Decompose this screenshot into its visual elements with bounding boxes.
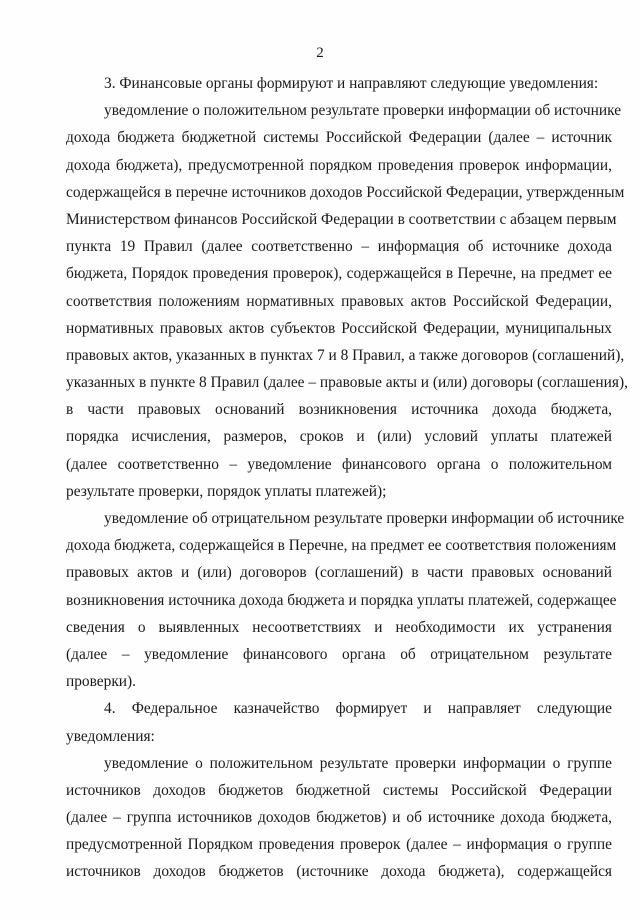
text-line: источников доходов бюджетов бюджетной системы Российской Федерации	[66, 781, 612, 799]
text-line: сведения о выявленных несоответствиях и необходимости их устранения	[66, 618, 612, 636]
text-line: 3. Финансовые органы формируют и направляют следующие уведомления:	[104, 75, 599, 92]
text-line: (далее – группа источников доходов бюджетов) и об источнике дохода бюджета,	[66, 809, 612, 827]
text-line: бюджета, Порядок проведения проверок), содержащейся в Перечне, на предмет ее	[66, 265, 612, 283]
text-line: источников доходов бюджетов (источнике дохода бюджета), содержащейся	[66, 863, 612, 881]
paragraph	[66, 97, 628, 505]
text-line: возникновения источника дохода бюджета и порядка уплаты платежей, содержащее	[66, 591, 617, 609]
text-line: в части правовых оснований возникновения источника дохода бюджета,	[66, 401, 612, 419]
text-line: Министерством финансов Российской Федерации в соответствии с абзацем первым	[66, 210, 617, 228]
paragraph	[66, 695, 612, 749]
paragraph	[66, 750, 612, 886]
text-line: (далее – уведомление финансового органа об отрицательном результате	[66, 645, 612, 663]
text-line: пункта 19 Правил (далее соответственно – информация об источнике дохода	[66, 238, 612, 256]
text-line: дохода бюджета, содержащейся в Перечне, на предмет ее соответствия положениям	[66, 537, 617, 555]
paragraph	[66, 70, 612, 97]
text-line: соответствия положениям нормативных правовых актов Российской Федерации,	[66, 292, 612, 310]
text-line: указанных в пункте 8 Правил (далее – правовые акты и (или) договоры (соглашения),	[66, 374, 628, 392]
text-line: нормативных правовых актов субъектов Российской Федерации, муниципальных	[66, 319, 612, 337]
text-line: порядка исчисления, размеров, сроков и (или) условий уплаты платежей	[66, 428, 612, 446]
paragraph	[66, 505, 625, 695]
text-line: правовых актов, указанных в пунктах 7 и 8 Правил, а также договоров (соглашений),	[66, 346, 625, 364]
text-line: (далее соответственно – уведомление финансового органа о положительном	[66, 455, 612, 473]
text-line: проверки).	[66, 673, 137, 691]
page-number: 2	[316, 45, 324, 61]
text-line: дохода бюджета бюджетной системы Российской Федерации (далее – источник	[66, 129, 612, 147]
text-line: уведомление о положительном результате проверки информации об источнике	[104, 102, 622, 120]
text-line: дохода бюджета), предусмотренной порядком проведения проверок информации,	[66, 156, 612, 174]
text-line: уведомление о положительном результате проверки информации о группе	[104, 754, 612, 772]
text-line: предусмотренной Порядком проведения проверок (далее – информация о группе	[66, 836, 612, 854]
text-line: содержащейся в перечне источников доходов Российской Федерации, утвержденным	[66, 183, 625, 201]
text-line: правовых актов и (или) договоров (соглашений) в части правовых оснований	[66, 564, 612, 582]
text-line: 4. Федеральное казначейство формирует и направляет следующие	[104, 700, 612, 718]
text-line: результате проверки, порядок уплаты платежей);	[66, 482, 387, 500]
document-body	[66, 70, 628, 886]
text-line: уведомление об отрицательном результате проверки информации об источнике	[104, 510, 625, 527]
text-line: уведомления:	[66, 727, 155, 745]
